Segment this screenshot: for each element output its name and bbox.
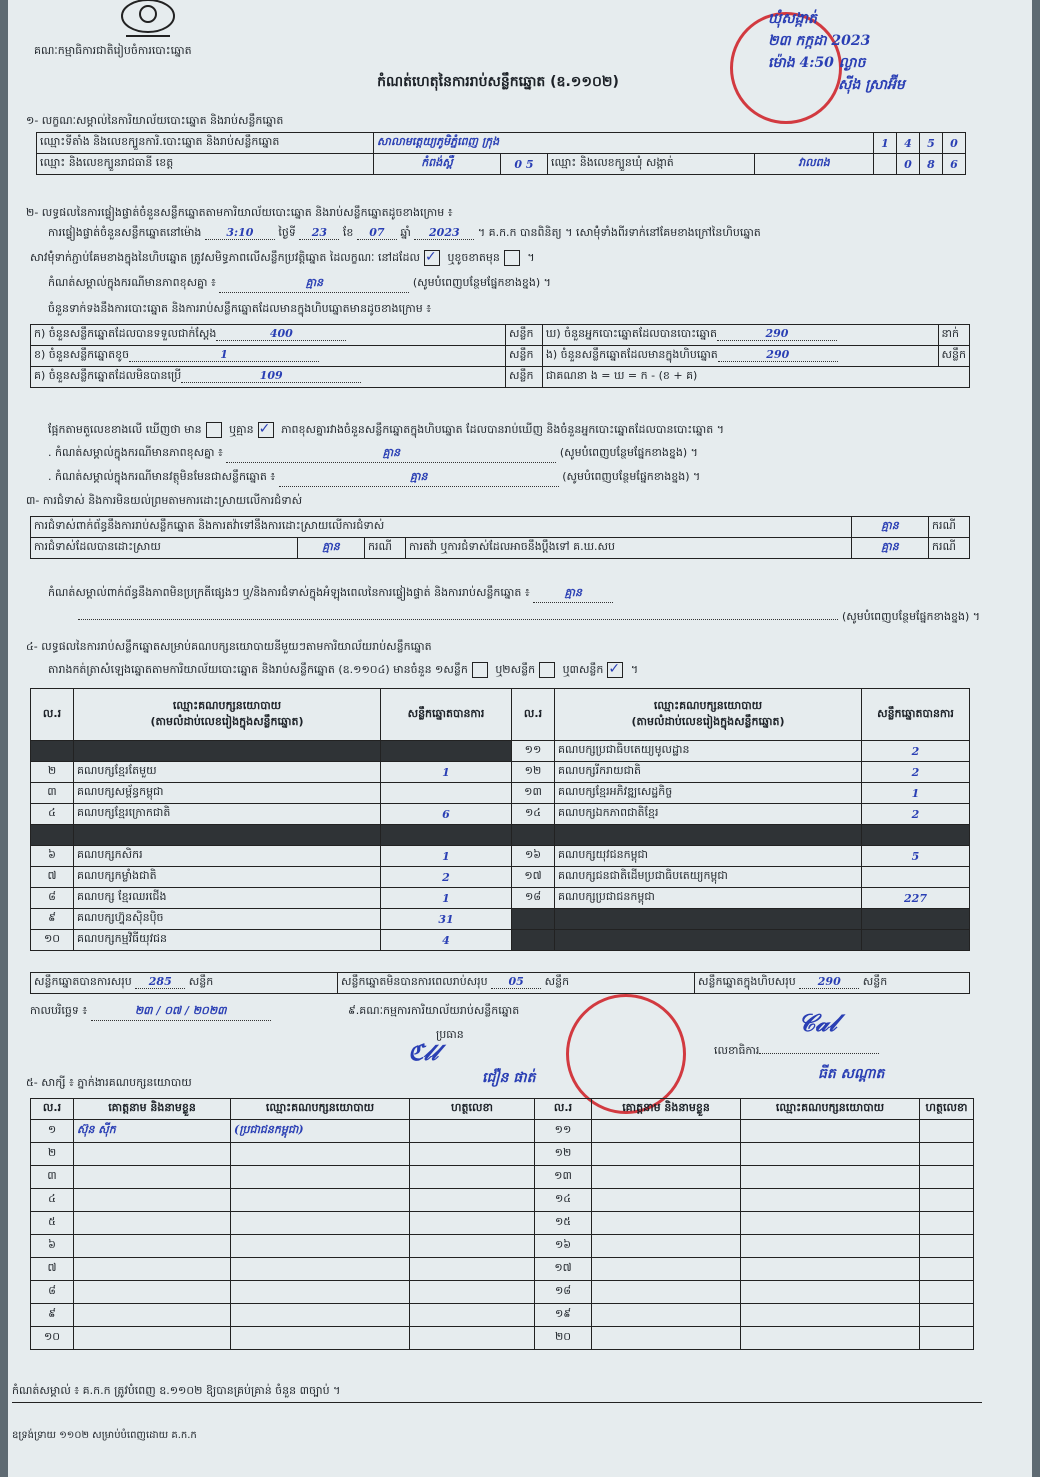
party-name: គណបក្សកម្លាំងជាតិ: [74, 867, 381, 888]
form-footer: ឧទ្រង់ទ្រាយ ១១០២ សម្រាប់បំពេញដោយ គ.ក.ក: [12, 1430, 197, 1441]
station-value: សាលាមត្តេយ្យភូមិភ្នំពេញ ក្រុង: [374, 133, 874, 154]
witness-signature: [410, 1212, 535, 1235]
witness-signature: [410, 1258, 535, 1281]
party-name: [74, 825, 381, 846]
official-stamp-committee: [566, 994, 686, 1114]
witness-party: [741, 1235, 920, 1258]
party-name: គណបក្សយុវជនកម្ពុជា: [555, 846, 862, 867]
chair-signature: ℭ𝓁𝓁: [408, 1040, 439, 1066]
party-row: [31, 741, 970, 762]
witness-signature: [410, 1143, 535, 1166]
section1-heading: ១- លក្ខណៈសម្គាល់នៃការិយាល័យបោះឆ្នោត និងរាប់សន្លឹកឆ្នោត: [26, 114, 284, 127]
checkbox-has-diff[interactable]: [206, 422, 222, 438]
province-number: 0 5: [501, 154, 548, 175]
party-row: [31, 846, 970, 867]
page-title: កំណត់ហេតុនៃការរាប់សន្លឹកឆ្នោត (ឧ.១១០២): [377, 74, 619, 90]
witness-row: [31, 1258, 974, 1281]
party-results-table: ល.រ ឈ្មោះគណបក្សនយោបាយ (តាមលំដាប់លេខរៀងក្នុងសន្លឹកឆ្នោត) សន្លឹកឆ្នោតបានការ ល.រ ឈ្មោះគណបក្សនយោបាយ (តាមលំដាប់លេខរៀងក្នុងសន្លឹកឆ្នោត) សន្លឹកឆ្នោតបានការ ១១ គណបក្សប្រជាធិបតេយ្យមូលដ្ឋាន 2 ២ គណបក្សខ្មែរតែមួយ 1 ១២ គណបក្សរីករាយជាតិ 2 ៣ គណបក្សសម្ព័ន្ធកម្ពុជា ១៣ គណបក្សខ្មែរអភិវឌ្ឍសេដ្ឋកិច្ច 1 ៤ គណបក្សខ្មែរក្រោកជាតិ 6 ១៤ គណបក្សឯកភាពជាតិខ្មែរ 2 ៦ គណបក្សកសិករ 1 ១៦ គណបក្សយុវជនកម្ពុជា 5 ៧ គណបក្សកម្លាំងជាតិ 2 ១៧ គណបក្សជនជាតិដើមប្រជាធិបតេយ្យកម្ពុជា ៨ គណបក្ស ខ្មែរឈរជើង 1 ១៨ គណបក្សប្រជាជនកម្ពុជា 227 ៩ គណបក្សហ្វ៊ុនស៊ិនប៉ិច 31 ១០ គណបក្សកម្មវិធីយុវជន 4: [30, 688, 970, 951]
party-row: [31, 825, 970, 846]
section3-note: កំណត់សម្គាល់ពាក់ព័ន្ធនឹងភាពមិនប្រក្រតីផ្សេងៗ ឬ/និងការជំទាស់ក្នុងអំឡុងពេលនៃការផ្ទៀងផ្ទាត់ និងការរាប់សន្លឹកឆ្នោត ៖ គ្មាន: [48, 586, 613, 603]
witness-signature: [410, 1235, 535, 1258]
emblem-icon: [116, 0, 180, 40]
party-name: គណបក្សប្រជាធិបតេយ្យមូលដ្ឋាន: [555, 741, 862, 762]
party-no: ១១: [512, 741, 555, 762]
party-name: គណបក្សកម្មវិធីយុវជន: [74, 930, 381, 951]
party-name: [74, 741, 381, 762]
witness-name: [74, 1143, 231, 1166]
witness-no: ៧: [31, 1258, 74, 1281]
org-name: គណៈកម្មាធិការជាតិរៀបចំការបោះឆ្នោត: [34, 44, 192, 57]
witness-row: [31, 1120, 974, 1143]
party-no: ៦: [31, 846, 74, 867]
party-no: ៨: [31, 888, 74, 909]
witness-name: [592, 1212, 741, 1235]
attach-line: តារាងកត់ត្រាសំឡេងឆ្នោតតាមការិយាល័យបោះឆ្នោត និងរាប់សន្លឹកឆ្នោត (ឧ.១១០៤) មានចំនួន ១សន្លឹក ឬ២សន្លឹក ឬ៣សន្លឹក ✓ ។: [48, 661, 639, 677]
party-name: គណបក្សឯកភាពជាតិខ្មែរ: [555, 804, 862, 825]
station-digit: 5: [920, 133, 943, 154]
witness-signature: [920, 1281, 974, 1304]
witness-no: ១១: [535, 1120, 592, 1143]
checkbox-intact[interactable]: ✓: [424, 250, 440, 266]
commune-digit: 8: [920, 154, 943, 175]
totals-table: សន្លឹកឆ្នោតបានការសរុប 285 សន្លឹក សន្លឹកឆ្នោតមិនបានការពេលរាប់សរុប 05 សន្លឹក សន្លឹកឆ្នោតក្នុងហិបសរុប 290 សន្លឹក: [30, 972, 970, 994]
party-votes: [862, 930, 970, 951]
party-no: ១៦: [512, 846, 555, 867]
witness-no: ១៩: [535, 1304, 592, 1327]
party-votes: 2: [381, 867, 512, 888]
party-votes: [381, 783, 512, 804]
witness-name: [74, 1281, 231, 1304]
witness-no: ៣: [31, 1166, 74, 1189]
party-no: ៩: [31, 909, 74, 930]
witness-no: ៨: [31, 1281, 74, 1304]
party-name: គណបក្សខ្មែរក្រោកជាតិ: [74, 804, 381, 825]
section5-heading: ៥- សាក្សី ៖ ភ្នាក់ងារគណបក្សនយោបាយ: [26, 1076, 192, 1089]
witness-name: [592, 1327, 741, 1350]
party-no: ១៤: [512, 804, 555, 825]
party-votes: 1: [862, 783, 970, 804]
witness-row: [31, 1166, 974, 1189]
party-row: [31, 888, 970, 909]
witness-name: [74, 1304, 231, 1327]
witness-party: [231, 1327, 410, 1350]
witness-signature: [920, 1212, 974, 1235]
witness-signature: [410, 1120, 535, 1143]
witness-party: [231, 1235, 410, 1258]
party-row: [31, 783, 970, 804]
witness-no: ១៦: [535, 1235, 592, 1258]
section2-intro: ចំនួនទាក់ទងនឹងការបោះឆ្នោត និងការរាប់សន្លឹកឆ្នោតដែលមានក្នុងហិបឆ្នោតមានដូចខាងក្រោម ៖: [48, 302, 432, 315]
party-no: ១៨: [512, 888, 555, 909]
witness-party: [231, 1189, 410, 1212]
section4-heading: ៤- លទ្ធផលនៃការរាប់សន្លឹកឆ្នោតសម្រាប់គណបក្សនយោបាយនីមួយៗតាមការិយាល័យរាប់សន្លឹកឆ្នោត: [26, 640, 432, 653]
party-name: គណបក្សកសិករ: [74, 846, 381, 867]
witness-signature: [920, 1327, 974, 1350]
party-name: គណបក្សសម្ព័ន្ធកម្ពុជា: [74, 783, 381, 804]
witness-party: [741, 1189, 920, 1212]
section2-note3: . កំណត់សម្គាល់ក្នុងករណីមានវត្ថុមិនមែនជាសន្លឹកឆ្នោត ៖ គ្មាន (សូមបំពេញបន្ថែមផ្នែកខាងខ្នង) ។: [48, 470, 700, 487]
witness-signature: [920, 1235, 974, 1258]
party-name: គណបក្សរីករាយជាតិ: [555, 762, 862, 783]
objections-table: ការជំទាស់ពាក់ព័ន្ធនឹងការរាប់សន្លឹកឆ្នោត និងការតវ៉ាទៅនឹងការដោះស្រាយលើការជំទាស់ គ្មាន ករណី ការជំទាស់ដែលបានដោះស្រាយ គ្មាន ករណី ការតវ៉ា ឬការជំទាស់ដែលអាចនឹងប្តឹងទៅ គ.ឃ.សប គ្មាន ករណី: [30, 516, 970, 559]
witness-no: ៩: [31, 1304, 74, 1327]
witness-party: [741, 1281, 920, 1304]
section2-note2: . កំណត់សម្គាល់ក្នុងករណីមានភាពខុសគ្នា ៖ គ្មាន (សូមបំពេញបន្ថែមផ្នែកខាងខ្នង) ។: [48, 446, 698, 463]
party-votes: 6: [381, 804, 512, 825]
party-votes: 2: [862, 804, 970, 825]
checkbox-2sheet[interactable]: [539, 662, 555, 678]
witness-party: [741, 1143, 920, 1166]
witness-no: ១២: [535, 1143, 592, 1166]
witness-name: [74, 1258, 231, 1281]
document-page: [8, 0, 1032, 1477]
witness-party: [741, 1258, 920, 1281]
witness-row: [31, 1212, 974, 1235]
counts-table: ក) ចំនួនសន្លឹកឆ្នោតដែលបានទទួលជាក់ស្តែង 400 សន្លឹក ឃ) ចំនួនអ្នកបោះឆ្នោតដែលបានបោះឆ្នោត 290 នាក់ ខ) ចំនួនសន្លឹកឆ្នោតខូច 1 សន្លឹក ង) ចំនួនសន្លឹកឆ្នោតដែលមានក្នុងហិបឆ្នោត 290 សន្លឹក គ) ចំនួនសន្លឹកឆ្នោតដែលមិនបានប្រើ 109 សន្លឹក ជាគណនា ង = ឃ = ក - (ខ + គ): [30, 324, 970, 388]
witness-signature: [920, 1304, 974, 1327]
witness-no: ១៥: [535, 1212, 592, 1235]
province-label: ឈ្មោះ និងលេខក្បួនរាជធានី ខេត្ត: [37, 154, 374, 175]
witness-signature: [920, 1120, 974, 1143]
witness-no: ១៤: [535, 1189, 592, 1212]
witness-row: [31, 1189, 974, 1212]
party-votes: [381, 741, 512, 762]
footnote: កំណត់សម្គាល់ ៖ គ.ក.ក ត្រូវបំពេញ ឧ.១១០២ ឱ្យបានគ្រប់គ្រាន់ ចំនួន ៣ច្បាប់ ។: [12, 1384, 341, 1397]
party-votes: 1: [381, 762, 512, 783]
witness-no: ១០: [31, 1327, 74, 1350]
witness-name: [592, 1189, 741, 1212]
witness-row: [31, 1235, 974, 1258]
party-votes: 4: [381, 930, 512, 951]
party-no: ១០: [31, 930, 74, 951]
witness-party: [741, 1304, 920, 1327]
section2-heading: ២- លទ្ធផលនៃការផ្ទៀងផ្ទាត់ចំនួនសន្លឹកឆ្នោតតាមការិយាល័យបោះឆ្នោត និងរាប់សន្លឹកឆ្នោតដូចខាងក្រោម ៖: [26, 206, 453, 219]
commune-value: វាលពង: [755, 154, 874, 175]
party-no: [31, 825, 74, 846]
party-no: ៣: [31, 783, 74, 804]
party-votes: [862, 867, 970, 888]
committee-label: ៩.គណៈកម្មការការិយាល័យរាប់សន្លឹកឆ្នោត: [348, 1004, 520, 1017]
party-votes: 1: [381, 888, 512, 909]
witness-no: ១៨: [535, 1281, 592, 1304]
witness-signature: [920, 1258, 974, 1281]
witness-name: [592, 1120, 741, 1143]
secretary-signature: 𝒞𝒶𝓁: [798, 1008, 837, 1037]
commune-label: ឈ្មោះ និងលេខក្បួនឃុំ សង្កាត់: [548, 154, 755, 175]
party-name: គណបក្សខ្មែរអភិវឌ្ឍសេដ្ឋកិច្ច: [555, 783, 862, 804]
checkbox-1sheet[interactable]: [472, 662, 488, 678]
witness-name: [74, 1327, 231, 1350]
date-line: កាលបរិច្ឆេទ ៖ ២៣ / ០៧ / ២០២៣: [30, 1004, 271, 1021]
party-no: ១៧: [512, 867, 555, 888]
witness-party: [231, 1258, 410, 1281]
party-row: [31, 762, 970, 783]
party-name: [555, 930, 862, 951]
witness-row: [31, 1304, 974, 1327]
party-votes: 2: [862, 741, 970, 762]
station-label: ឈ្មោះទីតាំង និងលេខក្បួនការិ.បោះឆ្នោត និងរាប់សន្លឹកឆ្នោត: [37, 133, 374, 154]
party-no: ១២: [512, 762, 555, 783]
party-name: [555, 825, 862, 846]
witness-party: [741, 1212, 920, 1235]
chair-name: ជឿន ផាត់: [482, 1070, 536, 1086]
party-votes: 5: [862, 846, 970, 867]
witness-name: [74, 1235, 231, 1258]
party-no: ១៣: [512, 783, 555, 804]
witness-name: [74, 1166, 231, 1189]
party-votes: 31: [381, 909, 512, 930]
witness-party: [231, 1281, 410, 1304]
party-votes: [381, 825, 512, 846]
witness-signature: [410, 1327, 535, 1350]
party-name: [555, 909, 862, 930]
province-value: កំពង់ស្ពឺ: [374, 154, 501, 175]
discrepancy-line: ផ្អែកតាមតួលេខខាងលើ ឃើញថា មាន ឬគ្មាន ✓ ភាពខុសគ្នារវាងចំនួនសន្លឹកឆ្នោតក្នុងហិបឆ្នោត ដែលបានរាប់ឃើញ និងចំនួនអ្នកបោះឆ្នោតដែលបានបោះឆ្នោត ។: [48, 421, 724, 437]
witness-party: [231, 1143, 410, 1166]
party-votes: 2: [862, 762, 970, 783]
section2-note: កំណត់សម្គាល់ក្នុងករណីមានភាពខុសគ្នា ៖ គ្មាន (សូមបំពេញបន្ថែមផ្នែកខាងខ្នង) ។: [48, 276, 551, 293]
station-digit: 1: [874, 133, 897, 154]
party-no: ៧: [31, 867, 74, 888]
witness-no: ២០: [535, 1327, 592, 1350]
witness-no: ១៣: [535, 1166, 592, 1189]
witness-name: [592, 1281, 741, 1304]
party-votes: [862, 909, 970, 930]
section1-table: [36, 132, 966, 175]
witness-name: [592, 1258, 741, 1281]
witness-party: [741, 1166, 920, 1189]
witness-signature: [410, 1166, 535, 1189]
witness-no: ២: [31, 1143, 74, 1166]
section3-hint: (សូមបំពេញបន្ថែមផ្នែកខាងខ្នង) ។: [30, 610, 980, 626]
section2-line2: សាវម៉ុំទាក់ភ្ជាប់គែមខាងក្នុងនៃហិបឆ្នោត ត្រូវសមិទ្ធភាពលើសន្លឹកប្រវត្តិឆ្នោត ដៃលក្ខណៈ នៅដដែល ✓ ឬខូចខាតមុន ។: [30, 249, 535, 265]
secretary-name: ធីត សណ្ដាត: [818, 1066, 885, 1082]
witness-name: ស៊ុន ស៊ីក: [74, 1120, 231, 1143]
checkbox-no-diff[interactable]: ✓: [258, 422, 274, 438]
party-votes: 1: [381, 846, 512, 867]
checkbox-damaged[interactable]: [504, 250, 520, 266]
witness-no: ១៧: [535, 1258, 592, 1281]
party-name: គណបក្សប្រជាជនកម្ពុជា: [555, 888, 862, 909]
witness-name: [592, 1235, 741, 1258]
party-row: [31, 867, 970, 888]
party-votes: [862, 825, 970, 846]
corner-note: ឃុំសង្កាត់ ២៣ កក្កដា 2023 ម៉ោង 4:50 ល្ងាច ស៊ីង ស្រាអ៊ីម: [768, 11, 905, 93]
witness-party: (ប្រជាជនកម្ពុជា): [231, 1120, 410, 1143]
secretary-label: លេខាធិការ: [714, 1044, 879, 1060]
witness-signature: [410, 1189, 535, 1212]
station-digit: 4: [897, 133, 920, 154]
witness-party: [231, 1212, 410, 1235]
party-no: [512, 825, 555, 846]
party-row: [31, 909, 970, 930]
party-no: ២: [31, 762, 74, 783]
party-name: គណបក្សជនជាតិដើមប្រជាធិបតេយ្យកម្ពុជា: [555, 867, 862, 888]
party-no: [512, 930, 555, 951]
witness-no: ៥: [31, 1212, 74, 1235]
witness-party: [741, 1120, 920, 1143]
party-no: [31, 741, 74, 762]
party-name: គណបក្ស ខ្មែរឈរជើង: [74, 888, 381, 909]
commune-digit: 6: [943, 154, 966, 175]
commune-digit: 0: [897, 154, 920, 175]
station-digit: 0: [943, 133, 966, 154]
witness-no: ១: [31, 1120, 74, 1143]
witness-signature: [920, 1189, 974, 1212]
party-no: ៤: [31, 804, 74, 825]
witness-name: [592, 1166, 741, 1189]
party-row: [31, 804, 970, 825]
witness-party: [741, 1327, 920, 1350]
witness-table: ល.រ គោត្តនាម និងនាមខ្លួន ឈ្មោះគណបក្សនយោបាយ ហត្ថលេខា ល.រ គោត្តនាម និងនាមខ្លួន ឈ្មោះគណបក្សនយោបាយ ហត្ថលេខា ១ ស៊ុន ស៊ីក (ប្រជាជនកម្ពុជា) ១១ ២ ១២ ៣ ១៣ ៤ ១៤ ៥ ១៥ ៦ ១៦ ៧ ១៧ ៨ ១៨ ៩ ១៩ ១០ ២០: [30, 1098, 974, 1350]
witness-no: ៤: [31, 1189, 74, 1212]
witness-no: ៦: [31, 1235, 74, 1258]
party-no: [512, 909, 555, 930]
witness-party: [231, 1304, 410, 1327]
party-name: គណបក្សខ្មែរតែមួយ: [74, 762, 381, 783]
checkbox-3sheet[interactable]: ✓: [607, 662, 623, 678]
witness-row: [31, 1143, 974, 1166]
witness-signature: [920, 1166, 974, 1189]
witness-row: [31, 1327, 974, 1350]
witness-signature: [410, 1304, 535, 1327]
chair-label: ប្រធាន: [436, 1028, 464, 1041]
witness-name: [74, 1189, 231, 1212]
witness-signature: [410, 1281, 535, 1304]
witness-name: [592, 1304, 741, 1327]
witness-name: [592, 1143, 741, 1166]
witness-signature: [920, 1143, 974, 1166]
section3-heading: ៣- ការជំទាស់ និងការមិនយល់ព្រមតាមការដោះស្រាយលើការជំទាស់: [26, 494, 303, 507]
party-name: គណបក្សហ្វ៊ុនស៊ិនប៉ិច: [74, 909, 381, 930]
section2-line1: ការផ្ទៀងផ្ទាត់ចំនួនសន្លឹកឆ្នោតនៅម៉ោង 3:10 ថ្ងៃទី 23 ខែ 07 ឆ្នាំ 2023 ។ គ.ក.ក បានពិនិត្យ ។ សោម៉ុំទាំងពីរទាក់នៅគែមខាងក្រៅនៃហិបឆ្នោត: [48, 226, 761, 239]
party-votes: 227: [862, 888, 970, 909]
witness-party: [231, 1166, 410, 1189]
witness-name: [74, 1212, 231, 1235]
party-row: [31, 930, 970, 951]
witness-row: [31, 1281, 974, 1304]
